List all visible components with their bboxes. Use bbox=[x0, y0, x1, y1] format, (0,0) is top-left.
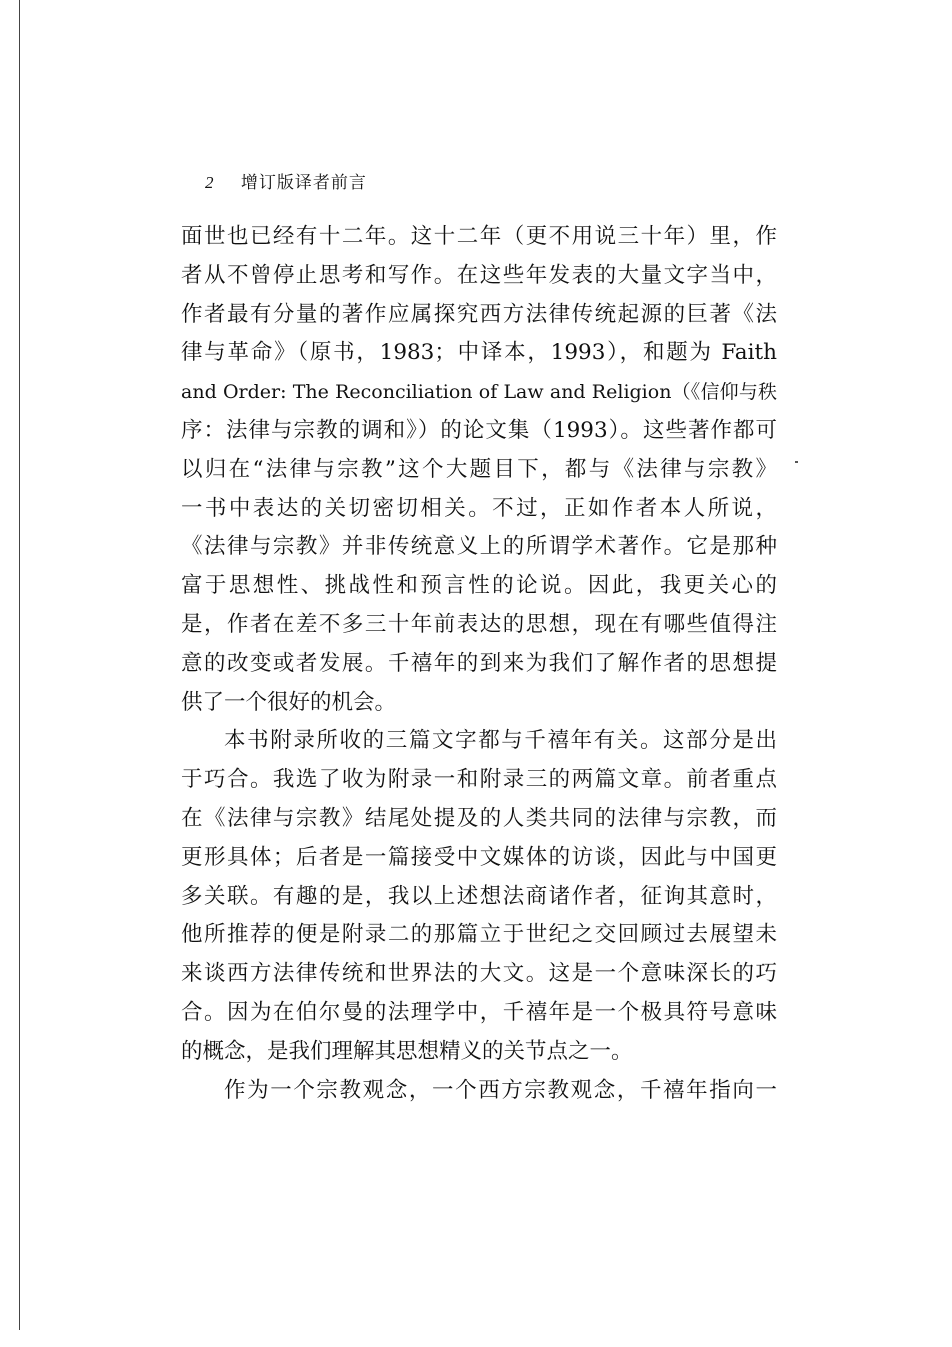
text-line: 富于思想性、挑战性和预言性的论说。因此，我更关心的 bbox=[181, 573, 777, 599]
scan-dot bbox=[795, 461, 798, 463]
text-line: 面世也已经有十二年。这十二年（更不用说三十年）里，作 bbox=[181, 224, 777, 249]
text-line: 他所推荐的便是附录二的那篇立于世纪之交回顾过去展望未 bbox=[181, 922, 777, 948]
text-line: 作者最有分量的著作应属探究西方法律传统起源的巨著《法 bbox=[181, 301, 777, 327]
scan-page-edge bbox=[19, 0, 20, 1330]
text-line: 更形具体；后者是一篇接受中文媒体的访谈，因此与中国更 bbox=[181, 844, 777, 870]
text-line: 者从不曾停止思考和写作。在这些年发表的大量文字当中， bbox=[181, 262, 777, 288]
text-line: 本书附录所收的三篇文字都与千禧年有关。这部分是出 bbox=[224, 728, 777, 754]
running-title: 增订版译者前言 bbox=[240, 173, 367, 193]
text-line: 合。因为在伯尔曼的法理学中，千禧年是一个极具符号意味 bbox=[181, 999, 777, 1025]
text-line: 《法律与宗教》并非传统意义上的所谓学术著作。它是那种 bbox=[181, 534, 777, 560]
text-line: 供了一个很好的机会。 bbox=[181, 689, 397, 715]
text-line: 是，作者在差不多三十年前表达的思想，现在有哪些值得注 bbox=[181, 611, 777, 637]
text-line: 律与革命》（原书，1983；中译本，1993），和题为 Faith bbox=[181, 340, 777, 366]
text-line: 来谈西方法律传统和世界法的大文。这是一个意味深长的巧 bbox=[181, 961, 777, 987]
paragraph-1 bbox=[181, 218, 777, 722]
page-number: 2 bbox=[205, 173, 215, 192]
text-line: 作为一个宗教观念，一个西方宗教观念，千禧年指向一 bbox=[224, 1077, 777, 1103]
text-line: 序：法律与宗教的调和》）的论文集（1993）。这些著作都可 bbox=[181, 417, 777, 443]
running-head bbox=[205, 168, 367, 193]
text-line: 在《法律与宗教》结尾处提及的人类共同的法律与宗教，而 bbox=[181, 805, 777, 831]
text-line: and Order: The Reconciliation of Law and Religion（《信仰与秩 bbox=[181, 381, 777, 404]
text-line: 一书中表达的关切密切相关。不过，正如作者本人所说， bbox=[181, 495, 777, 521]
text-line: 的概念，是我们理解其思想精义的关节点之一。 bbox=[181, 1038, 633, 1064]
text-line: 以归在“法律与宗教”这个大题目下，都与《法律与宗教》 bbox=[181, 456, 777, 482]
text-line: 多关联。有趣的是，我以上述想法商诸作者，征询其意时， bbox=[181, 883, 777, 909]
body-text bbox=[181, 218, 777, 1110]
text-line: 意的改变或者发展。千禧年的到来为我们了解作者的思想提 bbox=[181, 650, 777, 676]
text-line: 于巧合。我选了收为附录一和附录三的两篇文章。前者重点 bbox=[181, 767, 777, 793]
paragraph-2 bbox=[181, 722, 777, 1071]
paragraph-3 bbox=[181, 1072, 777, 1111]
